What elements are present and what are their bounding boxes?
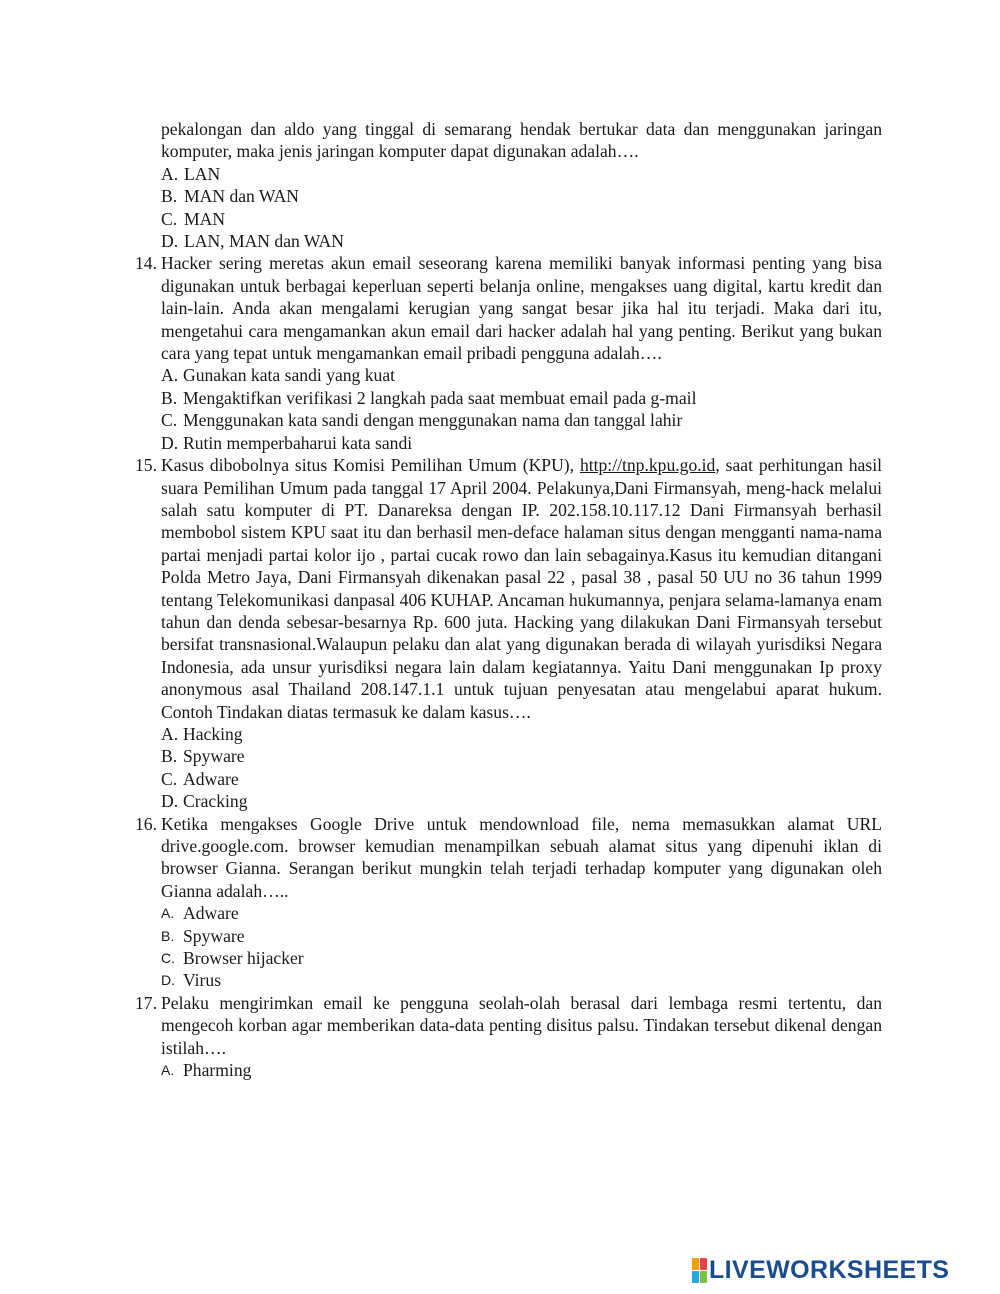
question-text: Ketika mengakses Google Drive untuk mendownload file, nema memasukkan alamat URL drive.google.com. browser kemudian menampilkan sebuah alamat situs yang dipenuhi iklan di browser Gianna. Serangan berikut mungkin telah terjadi terhadap komputer yang digunakan oleh Gianna adalah….. [161, 813, 882, 901]
logo-squares-icon [692, 1258, 706, 1282]
question-15-options [125, 723, 882, 813]
option-item: C. MAN [161, 208, 226, 229]
question-text: Hacker sering meretas akun email seseorang karena memiliki banyak informasi penting yang bisa digunakan untuk berbagai keperluan seperti belanja online, mengakses uang digital, kartu kredit dan lain-lain. Anda akan mengalami kerugian yang sangat besar jika hal itu terjadi. Maka dari itu, mengetahui cara mengamankan akun email dari hacker adalah hal yang penting. Berikut yang bukan cara yang tepat untuk mengamankan email pribadi pengguna adalah…. [161, 253, 882, 364]
question-text: Pelaku mengirimkan email ke pengguna seolah-olah berasal dari lembaga resmi tertentu, dan mengecoh korban agar memberikan data-data penting disitus palsu. Tindakan tersebut dikenal dengan istilah…. [161, 992, 882, 1058]
option-item: D. Virus [161, 970, 222, 991]
option-item: D. LAN, MAN dan WAN [161, 231, 344, 252]
logo-square [700, 1258, 707, 1270]
option-item: D. Cracking [161, 791, 248, 812]
question-13-options [125, 163, 882, 253]
question-13-text: pekalongan dan aldo yang tinggal di semarang hendak bertukar data dan menggunakan jaringan komputer, maka jenis jaringan komputer dapat digunakan adalah…. [161, 119, 882, 162]
option-item: B. MAN dan WAN [161, 186, 300, 207]
option-item: A. Gunakan kata sandi yang kuat [161, 365, 396, 386]
option-item: A. Hacking [161, 723, 243, 744]
question-number: 16. [135, 813, 157, 834]
option-item: B. Mengaktifkan verifikasi 2 langkah pada saat membuat email pada g-mail [161, 387, 697, 408]
logo-square [692, 1258, 699, 1270]
option-item: C. Browser hijacker [161, 948, 304, 969]
kpu-link[interactable]: http://tnp.kpu.go.id [579, 455, 716, 476]
question-list [125, 118, 882, 1081]
logo-text: LIVEWORKSHEETS [709, 1256, 950, 1284]
option-item: A. LAN [161, 163, 221, 184]
liveworksheets-logo [692, 1257, 949, 1283]
logo-square [700, 1271, 707, 1283]
question-text: Kasus dibobolnya situs Komisi Pemilihan Umum (KPU), http://tnp.kpu.go.id, saat perhitungan hasil suara Pemilihan Umum pada tanggal 17 April 2004. Pelakunya,Dani Firmansyah, meng-hack melalui salah satu komputer di PT. Danareksa dengan IP. 202.158.10.117.12 Dani Firmansyah berhasil membobol sistem KPU saat itu dan berhasil men-deface halaman situs dengan mengganti nama-nama partai menjadi partai kolor ijo , partai cucak rowo dan lain sebagainya.Kasus itu kemudian ditangani Polda Metro Jaya, Dani Firmansyah dikenakan pasal 22 , pasal 38 , pasal 50 UU no 36 tahun 1999 tentang Telekomunikasi danpasal 406 KUHAP. Ancaman hukumannya, penjara selama-lamanya enam tahun dan denda sebesar-besarnya Rp. 600 juta. Hacking yang dilakukan Dani Firmansyah tersebut bersifat transnasional.Walaupun pelaku dan alat yang digunakan berada di wilayah yurisdiksi Negara Indonesia, ada unsur yurisdiksi negara lain dalam kegiatannya. Yaitu Dani menggunakan Ip proxy anonymous asal Thailand 208.147.1.1 untuk tujuan penyesatan atau mengelabui aparat hukum. Contoh Tindakan diatas termasuk ke dalam kasus…. [161, 455, 882, 722]
question-14-options [125, 364, 882, 454]
question-17 [125, 992, 882, 1059]
option-item: A. Pharming [161, 1060, 252, 1081]
option-item: A. Adware [161, 903, 239, 924]
logo-square [692, 1271, 699, 1283]
option-item: D. Rutin memperbaharui kata sandi [161, 432, 413, 453]
question-16 [125, 813, 882, 903]
question-17-options [125, 1059, 882, 1081]
question-number: 17. [135, 992, 157, 1013]
option-item: B. Spyware [161, 746, 245, 767]
question-14 [125, 252, 882, 364]
question-16-options [125, 902, 882, 992]
question-number: 15. [135, 455, 157, 476]
option-item: C. Menggunakan kata sandi dengan menggunakan nama dan tanggal lahir [161, 410, 683, 431]
question-number: 14. [135, 253, 157, 274]
option-item: B. Spyware [161, 925, 245, 946]
question-15 [125, 454, 882, 723]
option-item: C. Adware [161, 768, 239, 789]
